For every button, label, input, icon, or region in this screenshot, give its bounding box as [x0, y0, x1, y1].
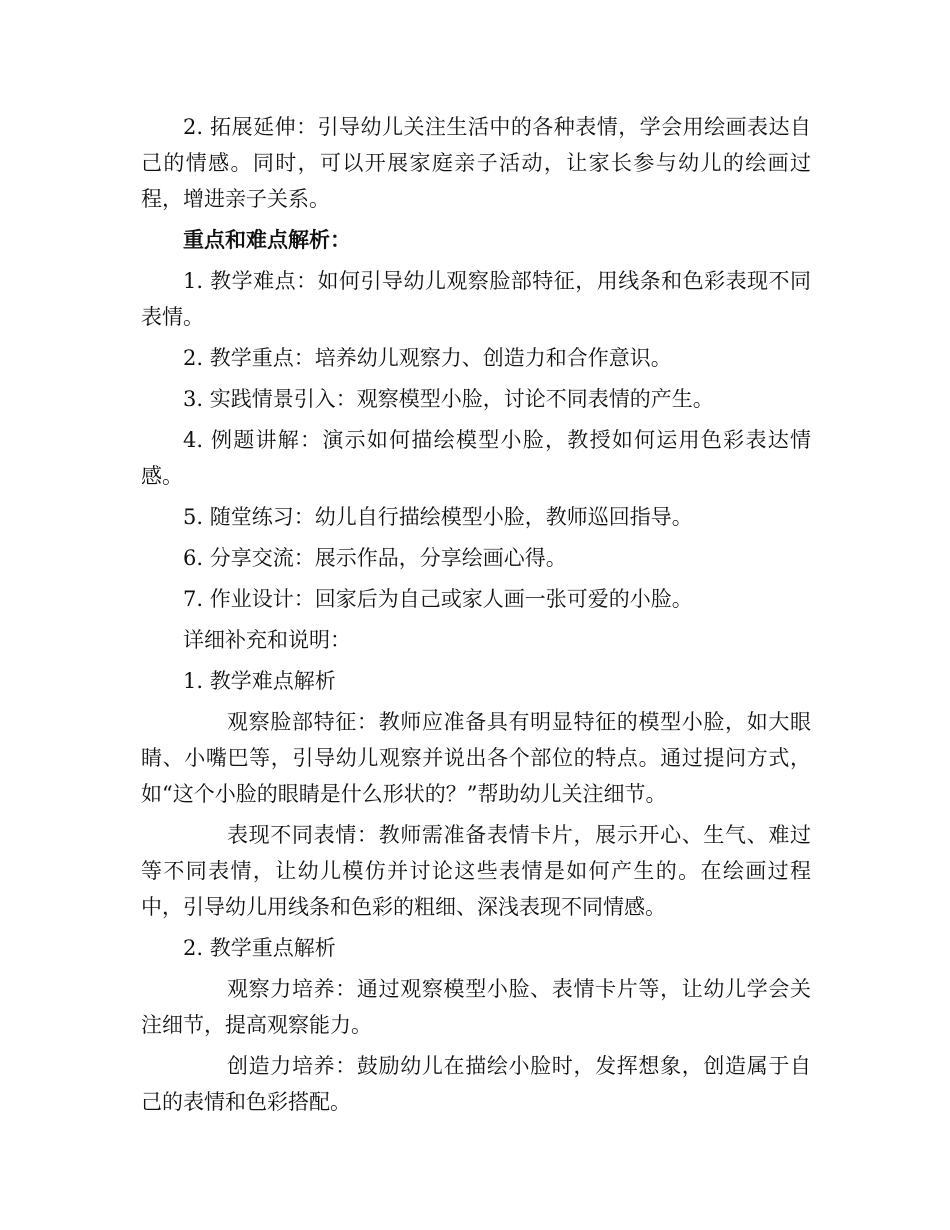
paragraph-observe-features: 观察脸部特征：教师应准备具有明显特征的模型小脸，如大眼睛、小嘴巴等，引导幼儿观察并说出各个部位的特点。通过提问方式，如“这个小脸的眼睛是什么形状的？”帮助幼儿关注细节。: [141, 710, 811, 806]
paragraph-express-emotions: 表现不同表情：教师需准备表情卡片，展示开心、生气、难过等不同表情，让幼儿模仿并讨论这些表情是如何产生的。在绘画过程中，引导幼儿用线条和色彩的粗细、深浅表现不同情感。: [141, 823, 811, 919]
document-body: [141, 109, 811, 1125]
list-item-scenario: 3. 实践情景引入：观察模型小脸，讨论不同表情的产生。: [183, 387, 714, 411]
list-item-example: 4. 例题讲解：演示如何描绘模型小脸，教授如何运用色彩表达情感。: [141, 428, 811, 488]
list-item-difficulty: 1. 教学难点：如何引导幼儿观察脸部特征，用线条和色彩表现不同表情。: [141, 269, 811, 329]
section-heading-key-points: 重点和难点解析：: [183, 227, 351, 252]
paragraph-creativity: 创造力培养：鼓励幼儿在描绘小脸时，发挥想象，创造属于自己的表情和色彩搭配。: [141, 1054, 811, 1114]
list-item-focus: 2. 教学重点：培养幼儿观察力、创造力和合作意识。: [183, 346, 672, 370]
paragraph-extension: 2. 拓展延伸：引导幼儿关注生活中的各种表情，学会用绘画表达自己的情感。同时，可以开展家庭亲子活动，让家长参与幼儿的绘画过程，增进亲子关系。: [141, 115, 811, 211]
paragraph-observation-skill: 观察力培养：通过观察模型小脸、表情卡片等，让幼儿学会关注细节，提高观察能力。: [141, 977, 811, 1037]
list-item-sharing: 6. 分享交流：展示作品，分享绘画心得。: [183, 546, 567, 570]
list-item-practice: 5. 随堂练习：幼儿自行描绘模型小脸，教师巡回指导。: [183, 505, 693, 529]
subsection-heading-focus: 2. 教学重点解析: [183, 936, 336, 960]
list-item-homework: 7. 作业设计：回家后为自己或家人画一张可爱的小脸。: [183, 587, 693, 611]
section-heading-details: 详细补充和说明：: [183, 628, 351, 652]
subsection-heading-difficulty: 1. 教学难点解析: [183, 669, 336, 693]
